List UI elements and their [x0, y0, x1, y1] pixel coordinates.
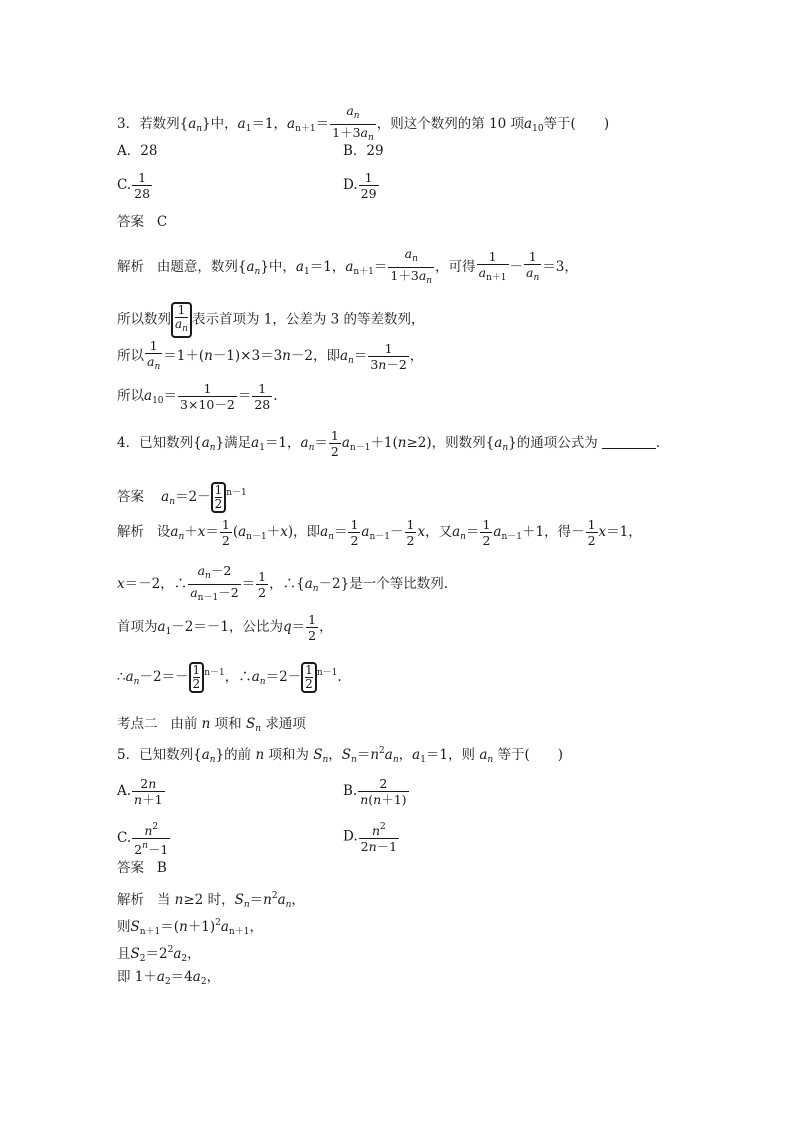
- q4-analysis-line-4: $\therefore a_n-2=-$ $\frac{1}{2}$ $^{n-1}$，$\therefore a_n=2-$ $\frac{1}{2}$ $^{n-1}$.: [117, 663, 342, 691]
- q5-option-c[interactable]: C. $\frac{n^2}{2^n-1}$: [117, 822, 169, 857]
- q5-analysis-line-2: 则$S_{n+1}=(n+1)^2a_{n+1}$，: [117, 918, 263, 937]
- q5-answer: 答案 B: [117, 860, 167, 876]
- q4-analysis-line-2: x＝－2，∴ $\frac{a_n-2}{a_{n-1}-2}$ ＝ $\frac{1}{2}$ ，$\therefore\{a_n-2\}$是一个等比数列.: [117, 563, 449, 603]
- section-heading: 考点二 由前 n 项和 $S_n$ 求通项: [117, 716, 306, 734]
- q3-answer: 答案 C: [117, 214, 168, 230]
- bracket-reciprocal-sequence: $\frac{1}{a_n}$: [171, 302, 192, 338]
- q3-analysis-line-2: 所以数列 $\frac{1}{a_n}$ 表示首项为 1，公差为 3 的等差数列，: [117, 302, 425, 338]
- q3-option-d[interactable]: D. $\frac{1}{29}$: [343, 170, 377, 201]
- q4-answer: 答案 $a_n=2-$ $\frac{1}{2}$ $^{n-1}$: [117, 483, 247, 511]
- q5-stem: 5．已知数列$\{a_n\}$的前 n 项和为 $S_n$，$S_n=n^2a_n$，$a_1=1$，则 $a_n$ 等于( ): [117, 746, 564, 765]
- q3-option-a[interactable]: A．28: [117, 143, 158, 159]
- q4-stem: 4．已知数列$\{a_n\}$满足$a_1=1$，$a_n=$ $\frac{1}{2}$ $a_{n-1}+1(n\ge 2)$，则数列$\{a_n\}$的通项公式为 .: [117, 428, 661, 459]
- q3-option-c[interactable]: C. $\frac{1}{28}$: [117, 170, 151, 201]
- q4-answer-blank[interactable]: [602, 448, 656, 449]
- q4-analysis-line-3: 首项为$a_1-2=-1$，公比为q＝ $\frac{1}{2}$ ，: [117, 612, 333, 643]
- q5-option-a[interactable]: A. $\frac{2n}{n+1}$: [117, 776, 163, 807]
- q4-analysis-line-1: 解析 设$a_n+x=$ $\frac{1}{2}$ $(a_{n-1}+x)$，即$a_n=$ $\frac{1}{2}$ $a_{n-1}-$ $\frac{1}{2}$ x，又$a_n=$ $\frac{1}{2}$ $a_{n-1}+1$，得－ $\frac{1}{2}$ x＝1，: [117, 517, 642, 548]
- q3-analysis-line-1: 解析 由题意，数列$\{a_n\}$中，$a_1=1$，$a_{n+1}=$ $\frac{a_n}{1+3a_n}$ ，可得 $\frac{1}{a_{n+1}}$ － $\frac{1}{a_n}$ ＝3，: [117, 246, 578, 286]
- q5-option-d[interactable]: D. $\frac{n^2}{2n-1}$: [343, 822, 398, 854]
- q3-analysis-line-3: 所以 $\frac{1}{a_n}$ ＝1＋(n－1)×3＝3n－2，即$a_n=$ $\frac{1}{3n-2}$ ，: [117, 338, 424, 372]
- q5-option-b[interactable]: B. $\frac{2}{n(n+1)}$: [343, 776, 407, 807]
- q3-recurrence-fraction: $\frac{a_n}{1+3a_n}$: [332, 103, 374, 143]
- q5-analysis-line-4: 即 $1+a_2=4a_2$，: [117, 969, 221, 987]
- q5-analysis-line-3: 且$S_2=2^2a_2$，: [117, 945, 201, 964]
- q3-analysis-line-4: 所以$a_{10}=$ $\frac{1}{3\times 10-2}$ ＝ $\frac{1}{28}$ .: [117, 381, 278, 412]
- q3-stem: 3．若数列$\{a_n\}$中，$a_1=1$，$a_{n+1}=$ $\frac{a_n}{1+3a_n}$ ，则这个数列的第 10 项$a_{10}$等于( ): [117, 103, 609, 146]
- q5-analysis-line-1: 解析 当 n≥2 时，$S_n=n^2a_n$，: [117, 891, 305, 910]
- q3-option-b[interactable]: B．29: [343, 143, 384, 159]
